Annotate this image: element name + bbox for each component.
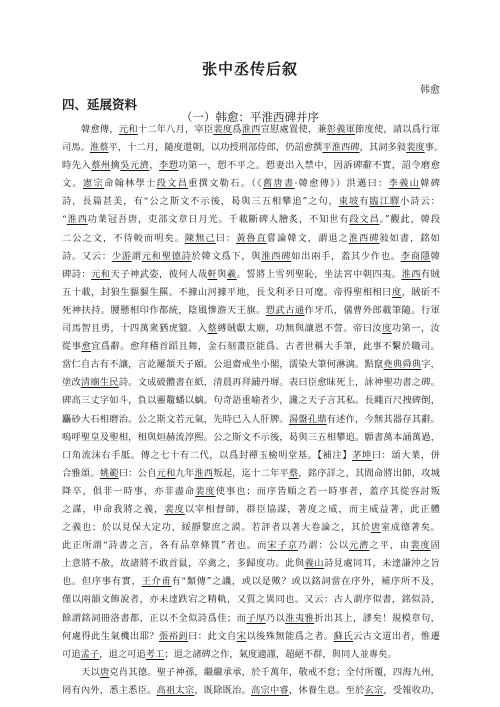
- underlined-term: 愈: [81, 341, 92, 353]
- underlined-term: 吳元濟: [120, 160, 150, 172]
- underlined-term: 陳無己: [184, 232, 216, 244]
- underlined-term: 裴度: [195, 485, 216, 497]
- underlined-term: 蔡: [207, 323, 218, 335]
- underlined-term: 太宗: [175, 684, 195, 696]
- body-line: 韓愈傳，元和十二年八月，宰臣裴度爲淮西宣慰處置使，兼彰義軍節度使，請以爲行軍: [81, 124, 440, 135]
- body-line: 天以唐克肖其德。聖子神孫，繼繼承承，於千萬年，敬戒不怠；全付所覆，四海九州，: [81, 666, 440, 678]
- underlined-term: 裴度: [213, 124, 233, 135]
- underlined-term: 王介甫: [141, 576, 172, 588]
- underlined-term: 黃魯直: [236, 232, 267, 244]
- body-line: 死神扶持。腰懸相印作都統，陰風慘澹天王旗。愬武古通作牙爪，儀曹外郎載筆隨。行軍: [62, 304, 440, 316]
- underlined-term: 東坡: [338, 196, 360, 208]
- underlined-term: 李義山: [388, 178, 421, 190]
- underlined-term: 少游: [111, 250, 132, 262]
- underlined-term: 裴度: [406, 142, 425, 154]
- underlined-term: 茅坤: [352, 449, 372, 461]
- body-line: 文。憲宗命翰林學士段文昌重撰文勒石。（《舊唐書·韓愈傳》）洪邁曰：李義山韓碑: [62, 178, 440, 190]
- underlined-term: 元濟: [348, 540, 370, 552]
- underlined-term: 度: [382, 323, 392, 335]
- body-line: 之義也；於以見保大定功，綏靜黎庶之謨。若評者以著大卷論之，其於唐室成德著矣。: [62, 522, 440, 534]
- underlined-term: 生民: [99, 377, 119, 389]
- body-line: 從事愈宜爲辭。愈拜稽首蹈且舞，金石刻畫臣能爲。古者世稱大手筆，此事不繫於職司。: [62, 341, 440, 353]
- underlined-term: 孔鼎: [307, 413, 327, 425]
- underlined-term: 孟子: [80, 648, 100, 660]
- body-line: 塗改清廟生民詩。文成破體書在紙，清晨再拜鋪丹墀。表曰臣愈昧死上，詠神聖功書之碑。: [62, 377, 440, 389]
- author-name: 韩愈: [420, 85, 440, 96]
- underlined-term: 張裕釗: [159, 630, 189, 642]
- underlined-term: 李商隱: [400, 250, 431, 262]
- body-line: 之謀，申命我將之義，裴度以宰相督師，群臣協謀，著度之威，而主威益著，此正體: [62, 503, 440, 515]
- underlined-term: 中睿: [269, 684, 289, 696]
- underlined-term: 段文昌: [156, 178, 189, 190]
- underlined-term: 淮西碑: [348, 232, 380, 244]
- body-line: 碑詩：元和天子神武姿，彼何人哉軒與羲。誓將上雪列聖恥，坐法宮中朝四夷。淮西有賊: [62, 268, 440, 280]
- underlined-term: 段文昌: [349, 214, 380, 226]
- body-line: 時先入蔡州擒吳元濟，李愬功第一，愬不平之。愬妻出入禁中，因訴碑辭不實，詔令磨愈: [62, 160, 440, 172]
- underlined-term: 元和: [118, 124, 138, 135]
- underlined-term: 蔡州: [91, 160, 111, 172]
- underlined-term: 唐: [370, 522, 381, 534]
- underlined-term: 軒: [207, 268, 218, 280]
- underlined-term: 淮夷雅: [285, 612, 315, 624]
- body-text: [62, 121, 444, 700]
- underlined-term: 淮西: [66, 214, 88, 226]
- underlined-term: 羲: [226, 268, 237, 280]
- underlined-term: 玄宗: [364, 684, 384, 696]
- body-line: 何處得此生氣機出耶？張裕釗曰：此文自宋以後殊無能爲之者。蘇氏云古文道出者，惟遷: [62, 630, 440, 642]
- underlined-term: 清廟: [80, 377, 100, 389]
- underlined-term: 憲宗: [83, 178, 105, 190]
- underlined-term: 淮西: [194, 467, 214, 479]
- body-line: 僅以兩韻文飾說者，亦未達跌宕之精軌，又質之異同也。又云：古人謂序似書，銘似詩，: [62, 594, 440, 606]
- underlined-term: 元和: [91, 268, 111, 280]
- underlined-term: 裴度: [164, 503, 185, 515]
- underlined-term: 淮蔡: [89, 142, 109, 154]
- body-line: 五十載，封狼生貙貙生羆。不據山河據平地，長戈利矛日可麾。帝得聖相相曰度，賊斫不: [62, 286, 440, 298]
- underlined-term: 淮西碑: [261, 250, 292, 262]
- underlined-term: 義山: [304, 558, 324, 570]
- body-line: 餘謂銘詞冊洛書都，正以不全似詩爲佳；而子厚乃以淮夷雅折出其上，謬矣！規模章句，: [62, 612, 440, 624]
- body-line: 二公之文，不待較而明矣。陳無己曰：黃魯直嘗論韓文，謂退之淮西碑敍如書，銘如: [62, 232, 440, 244]
- body-line: 嗚呼聖皇及聖相，相與烜赫流淳熙。公之斯文不示後，曷與三五相攀追。願書萬本誦萬過，: [62, 431, 440, 443]
- underlined-term: 度: [391, 286, 402, 298]
- body-line: 詩，長篇甚美，有“公之斯文不示後，曷與三五相攀追”之句，東坡有臨江驛小詩云：: [62, 196, 440, 208]
- section-heading: 四、延展资料: [62, 97, 138, 112]
- underlined-term: 宋: [236, 630, 247, 642]
- body-line: 詩。又云：少游謂元和聖德詩於韓文爲下，與淮西碑如出兩手，蓋其少作也。李商隱韓: [62, 250, 440, 262]
- body-line: 碑高三丈字如斗，負以靈鼇蟠以螭。句奇語重喻者少，讒之天子言其私。長繩百尺拽碑倒，: [62, 395, 440, 407]
- underlined-term: 臨江驛: [369, 196, 401, 208]
- section-subheading: （一）韩愈：平淮西碑并序: [181, 110, 319, 124]
- body-line: 麤砂大石相磨治。公之斯文若元氣，先時已入人肝脾。湯盤孔鼎有述作，今無其器存其辭。: [62, 413, 440, 425]
- underlined-term: 元和聖德詩: [141, 250, 192, 262]
- body-line: 當仁自古有不讓，言訖屢頷天子頤。公退齋戒坐小閣，濡染大筆何淋漓。點竄堯典舜典字，: [62, 359, 440, 371]
- body-line: 降卒，俱非一時事，亦非盡命裴度使事也；而序皆順之若一時事者，蓋序其從容討叛: [62, 485, 440, 497]
- body-line: 司馬智且勇，十四萬衆猶虎貔。入蔡縛賊獻太廟，功無與讓恩不訾。帝曰汝度功第一，汝: [62, 323, 440, 335]
- underlined-term: 元和: [156, 467, 176, 479]
- underlined-term: 舊唐書: [262, 178, 295, 190]
- underlined-term: 堯典: [383, 359, 403, 371]
- underlined-term: 姚範: [99, 467, 119, 479]
- body-line: 罔有內外，悉主悉臣。高祖太宗，既除既治。高宗中睿，休養生息。至於玄宗，受報收功，: [62, 684, 440, 696]
- page-title: 张中丞传后叙: [201, 60, 298, 78]
- underlined-term: 裴度: [410, 540, 431, 552]
- underlined-term: 平淮西碑: [322, 142, 360, 154]
- body-line: “淮西功業冠吾唐，吏部文章日月光。千載斷碑人膾炙，不知世有段文昌。”觀此，韓段: [62, 214, 440, 226]
- underlined-term: 舜典: [402, 359, 422, 371]
- underlined-term: 高宗: [251, 684, 270, 696]
- body-line: 可追孟子，退之可追考工；退之諸碑之作，氣度適謹，超絕不群，與同人並專矣。: [62, 648, 397, 660]
- underlined-term: 淮西: [401, 268, 421, 280]
- underlined-term: 彰義軍: [326, 124, 356, 135]
- underlined-term: 蔡: [288, 467, 299, 479]
- underlined-term: 蘇氏: [333, 630, 354, 642]
- underlined-term: 考工: [145, 648, 165, 660]
- underlined-term: 愬武古通: [265, 304, 305, 316]
- underlined-term: 李愬: [159, 160, 179, 172]
- underlined-term: 宋子京: [267, 540, 298, 552]
- body-line: 上意將不赦，故諸將不敢首鼠，卒禽之，多歸度功。此與義山詩見處同耳，未達謙沖之旨: [62, 558, 440, 570]
- body-line: 此正所謂“詩書之言，各有品章條貫”者也。而宋子京乃謂：公以元濟之平，由裴度固: [62, 540, 440, 552]
- body-line: 合雅頌。姚範曰：公自元和九年淮西叛起，迄十二年平蔡，銘序詳之，其間命將出師，攻城: [62, 467, 440, 479]
- body-line: 口角流沫右手胝。傳之七十有二代，以爲封禪玉檢明堂基。【補注】茅坤曰：頌大業，併: [62, 449, 440, 461]
- underlined-term: 子厚: [246, 612, 266, 624]
- underlined-term: 湯盤: [288, 413, 308, 425]
- underlined-term: 淮西: [241, 124, 261, 135]
- body-line: 司馬。淮蔡平，十二月，隨度還朝，以功授刑部侍郎，仍詔愈撰平淮西碑，其詞多敍裴度事。: [62, 142, 444, 154]
- underlined-term: 高祖: [156, 684, 176, 696]
- underlined-term: 唐: [99, 666, 110, 678]
- body-line: 也。但序事有實，王介甫有“類傳”之譏，或以是歟？或以銘詞當在序外，補序所不及，: [62, 576, 440, 588]
